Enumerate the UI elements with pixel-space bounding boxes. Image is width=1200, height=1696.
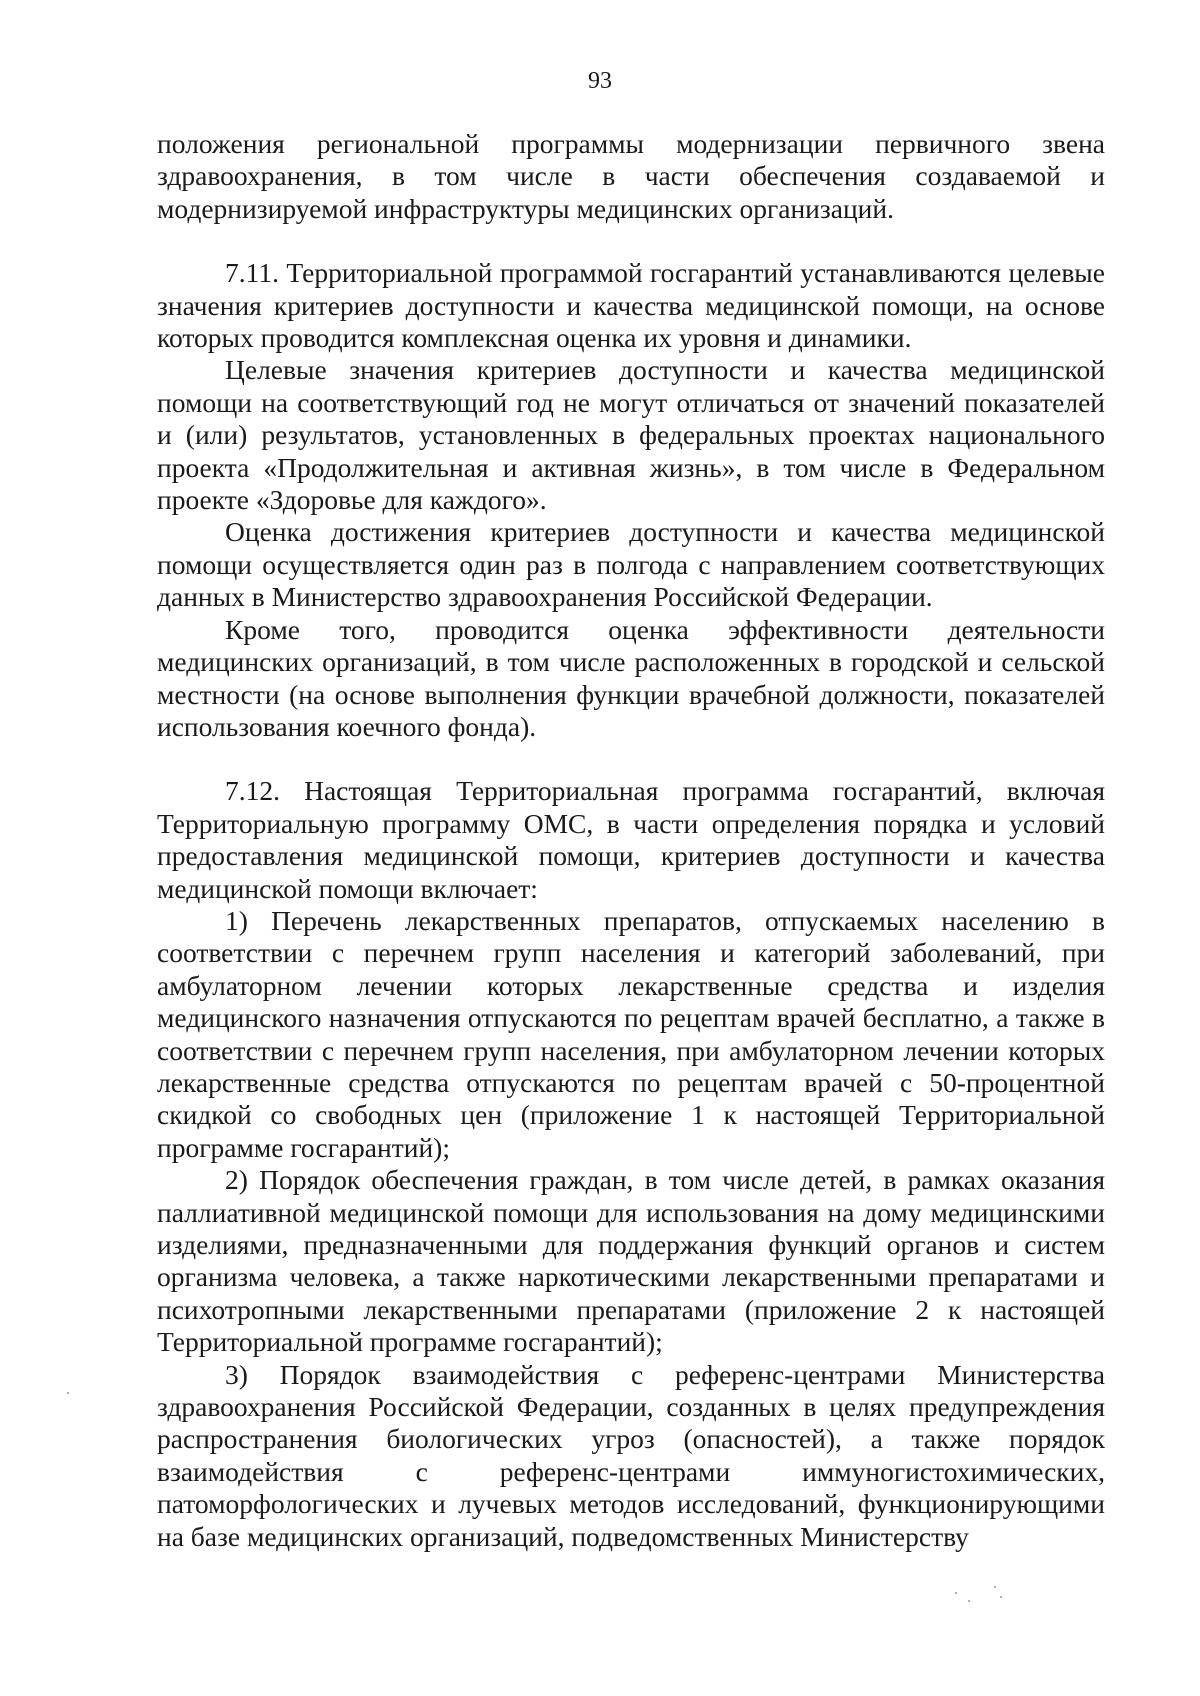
scan-speck (955, 1592, 957, 1594)
paragraph-target-values: Целевые значения критериев доступности и качества медицинской помощи на соответствующий год не могут отличаться от значений показателей и (или) результатов, установленных в федеральных проектах национального проекта «Продолжительная и активная жизнь», в том числе в Федеральном проекте «Здоровье для каждого». (157, 354, 1105, 516)
section-7-12 (157, 775, 1105, 1553)
section-regional-program (157, 128, 1105, 225)
document-body (157, 128, 1105, 1553)
list-item-3: 3) Порядок взаимодействия с референс-центрами Министерства здравоохранения Российской Федерации, созданных в целях предупреждения распространения биологических угроз (опасностей), а также порядок взаимодействия с референс-центрами иммуногистохимических, патоморфологических и лучевых методов исследований, функционирующими на базе медицинских организаций, подведомственных Министерству (157, 1358, 1105, 1552)
section-7-11 (157, 257, 1105, 743)
list-item-2: 2) Порядок обеспечения граждан, в том числе детей, в рамках оказания паллиативной медицинской помощи для использования на дому медицинскими изделиями, предназначенными для поддержания функций органов и систем организма человека, а также наркотическими лекарственными препаратами и психотропными лекарственными препаратами (приложение 2 к настоящей Территориальной программе госгарантий); (157, 1164, 1105, 1358)
scan-speck (67, 1392, 69, 1394)
paragraph-7-11: 7.11. Территориальной программой госгарантий устанавливаются целевые значения критериев доступности и качества медицинской помощи, на основе которых проводится комплексная оценка их уровня и динамики. (157, 257, 1105, 354)
page-number: 93 (588, 68, 612, 94)
list-item-1: 1) Перечень лекарственных препаратов, отпускаемых населению в соответствии с перечнем групп населения и категорий заболеваний, при амбулаторном лечении которых лекарственные средства и изделия медицинского назначения отпускаются по рецептам врачей бесплатно, а также в соответствии с перечнем групп населения, при амбулаторном лечении которых лекарственные средства отпускаются по рецептам врачей с 50-процентной скидкой со свободных цен (приложение 1 к настоящей Территориальной программе госгарантий); (157, 904, 1105, 1163)
scan-speck (1000, 1596, 1002, 1598)
paragraph-continuation: положения региональной программы модернизации первичного звена здравоохранения, в том числе в части обеспечения создаваемой и модернизируемой инфраструктуры медицинских организаций. (157, 128, 1105, 224)
scan-speck (968, 1600, 970, 1602)
scan-speck (994, 1586, 996, 1588)
paragraph-assessment: Оценка достижения критериев доступности и качества медицинской помощи осуществляется один раз в полгода с направлением соответствующих данных в Министерство здравоохранения Российской Федерации. (157, 516, 1105, 613)
paragraph-7-12: 7.12. Настоящая Территориальная программа госгарантий, включая Территориальную программу ОМС, в части определения порядка и условий предоставления медицинской помощи, критериев доступности и качества медицинской помощи включает: (157, 775, 1105, 904)
paragraph-efficiency: Кроме того, проводится оценка эффективности деятельности медицинских организаций, в том числе расположенных в городской и сельской местности (на основе выполнения функции врачебной должности, показателей использования коечного фонда). (157, 613, 1105, 742)
